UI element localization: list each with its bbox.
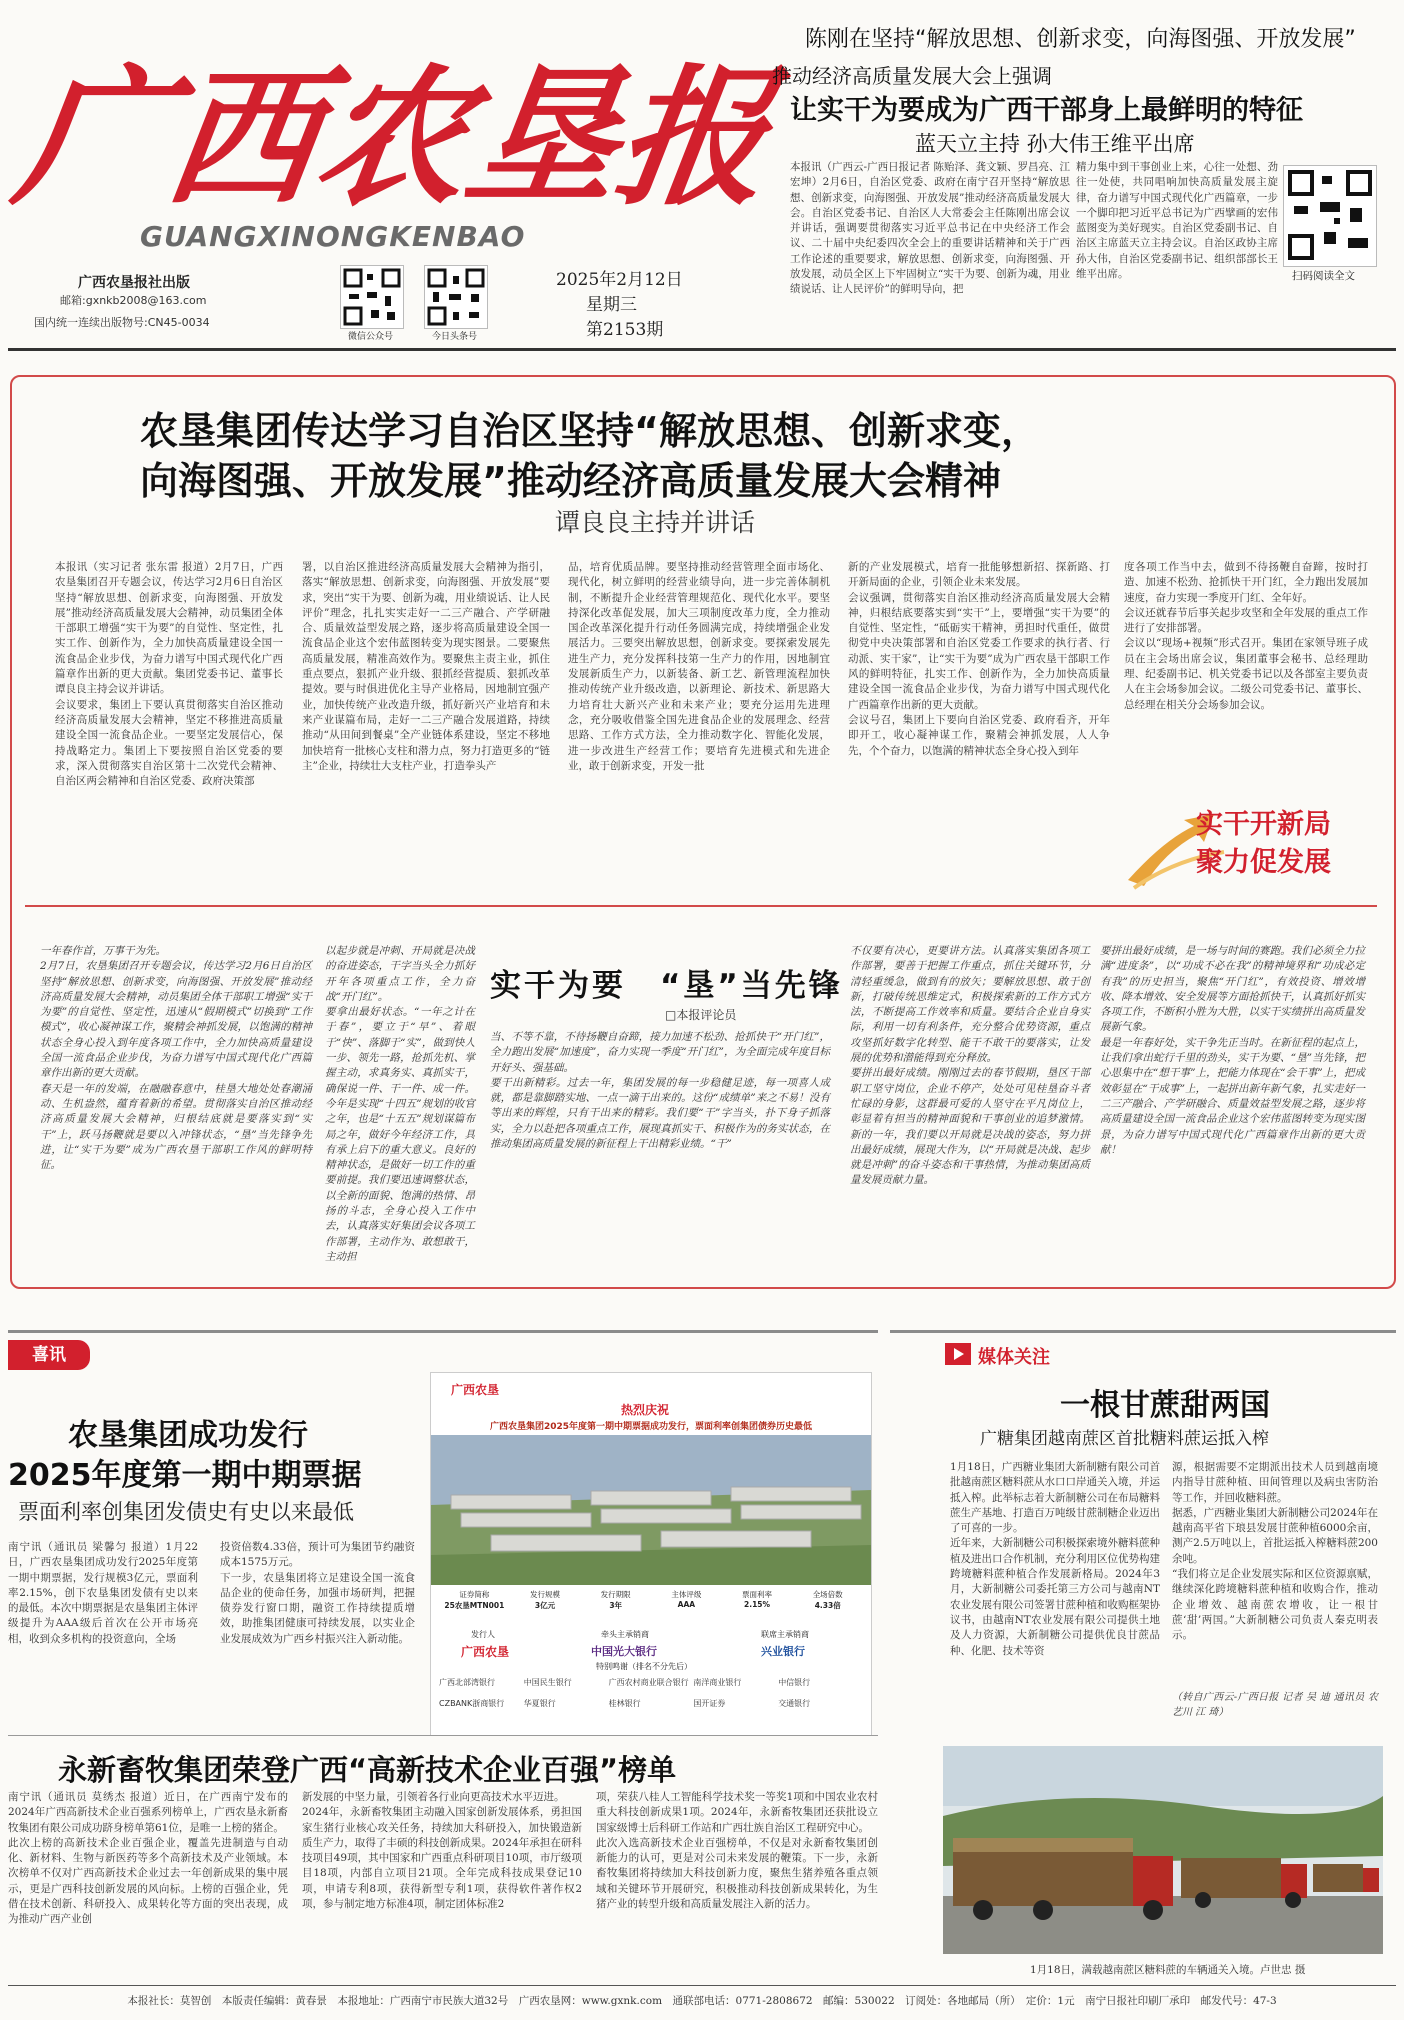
- xixun-headline-2[interactable]: 2025年度第一期中期票据: [8, 1458, 362, 1493]
- cn-number: 国内统一连续出版物号:CN45-0034: [34, 316, 210, 329]
- xixun-body-col1: 南宁讯（通讯员 梁馨匀 报道）1月22日，广西农垦集团成功发行2025年度第一期中期票据，发行规模3亿元，票面利率2.15%，创下农垦集团发债有史以来的最低。本次中期票据是农垦集团主体评级提升为AAA级后首次在公开市场亮相，收到众多机构的投资意向，全场: [8, 1541, 198, 1645]
- qr-code-icon: [1284, 166, 1376, 266]
- main-body-col4: 新的产业发展模式，培育一批能够想新招、探新路、打开新局面的企业，引领企业未来发展。 会议强调，贯彻落实自治区推动经济高质量发展大会精神，归根结底要落实到“实干”上，要增强“实干为要”的自觉性、坚定性，“砥砺实干精神，勇担时代重任，做贯彻党中央决策部署和自治区党委工作要求的执行者、行动派、实干家”，让“实干为要”成为广西农垦干部职工作风的鲜明特征，扎实工作、创新作为，全力加快高质量建设全国一流食品企业步伐，为奋力谱写中国式现代化广西篇章作出新的更大贡献。 会议号召，集团上下要向自治区党委、政府看齐，开年即开工，收心凝神谋工作，聚精会神抓发展，人人争先，个个奋力，以饱满的精神状态全身心投入到年: [848, 561, 1110, 757]
- poster-value: 3亿元: [534, 1601, 556, 1610]
- poster-col: [722, 1589, 793, 1623]
- xixun-subtitle: 票面利率创集团发债史有史以来最低: [18, 1500, 354, 1524]
- main-body-col1: 本报讯（实习记者 张东雷 报道）2月7日，广西农垦集团召开专题会议，传达学习2月6日自治区坚持“解放思想、创新求变，向海图强、开放发展”推动经济高质量发展大会精神，动员集团全体干部职工增强“实干为要”的自觉性、坚定性，扎实工作、创新作为，全力加快高质量建设全国一流食品企业步伐，为奋力谱写中国式现代化广西篇章作出新的更大贡献。集团党委书记、董事长谭良良主持会议并讲话。 会议要求，集团上下要认真贯彻落实自治区推动经济高质量发展大会精神，坚定不移推进高质量建设全国一流食品企业。一要坚定发展信心，保持战略定力。集团上下要按照自治区党委的要求，深入贯彻落实自治区第十二次党代会精神、自治区两会精神和自治区党委、政府决策部: [55, 561, 283, 788]
- qr-code-icon: [425, 266, 487, 328]
- commentary-col4: 不仅要有决心，更要讲方法。认真落实集团各项工作部署，要善于把握工作重点，抓住关键环节，分清轻重缓急，做到有的放矢；要解放思想、敢于创新，打破传统思维定式，积极探索新的工作方式方法，不断提高工作效率和质量。要结合企业自身实际，利用一切有利条件，充分整合优势资源，重点攻坚抓好数字化转型、能干不敢干的要落实，让发展的优势和潜能得到充分释放。 要拼出最好成绩。刚刚过去的春节假期，垦区干部职工坚守岗位，企业不停产，处处可见桂垦奋斗者忙碌的身影，这群最可爱的人坚守在平凡岗位上，彰显着有担当的精神面貌和干事创业的追梦激情。新的一年，我们要以开局就是决战的姿态，努力拼出最好成绩，展现大作为，以“开局就是决战、起步就是冲刺”的奋斗姿态和干事热情，为推动集团高质量发展贡献力量。: [850, 945, 1090, 1187]
- commentary-col2: 以起步就是冲刺、开局就是决战的奋进姿态，干字当头全力抓好开年各项重点工作，全力奋战“开门红”。 要拿出最好状态。“一年之计在于春”，要立于“早”、着眼于“快”、落脚于“实”，做到快人一步、领先一路，抢抓先机、掌握主动，求真务实、真抓实干，确保说一件、干一件、成一件。今年是实现“十四五”规划的收官之年，也是“十五五”规划谋篇布局之年，做好今年经济工作，具有承上启下的重大意义。良好的精神状态，是做好一切工作的重要前提。我们要迅速调整状态，以全新的面貌、饱满的热情、昂扬的斗志，全身心投入工作中去，认真落实好集团会议各项工作部署，主动作为、敢想敢干，主动担: [325, 945, 475, 1263]
- poster-value: 25农垦MTN001: [444, 1601, 505, 1610]
- lead-headline[interactable]: 让实干为要成为广西干部身上最鲜明的特征: [790, 95, 1303, 126]
- xinmu-headline[interactable]: 永新畜牧集团荣登广西“高新技术企业百强”榜单: [58, 1753, 677, 1787]
- media-tag: 媒体关注: [978, 1347, 1050, 1368]
- main-body-col3: 品，培育优质品牌。要坚持推动经营管理全面市场化、现代化，树立鲜明的经营业绩导向，进一步完善体制机制，不断提升企业经营管理规范化、现代化水平。要坚持深化改革促发展，加大三项制度改革力度，全力推动国企改革深化提升行动任务圆满完成，持续增强企业发展活力。三要突出解放思想，创新求变。要探索发展先进生产力，充分发挥科技第一生产力的作用，因地制宜发展新质生产力，以新装备、新工艺、新管理流程加快推动传统产业升级改造，以新理论、新技术、新思路大力培育壮大新兴产业和未来产业；要充分运用先进理念，充分吸收借鉴全国先进食品企业的发展理念、经营思路、工作方式方法，全力推动数字化、智能化发展，进一步改进生产经营工作；要培育先进模式和先进企业，敢于创新求变，开发一批: [568, 561, 830, 772]
- footer-info: 本报社长：莫智创 本版责任编辑：黄春景 本报地址：广西南宁市民族大道32号 广西农垦网：www.gxnk.com 通联部电话：0771-2808672 邮编：530022 订阅处：各地邮局（所） 定价：1元 南宁日报社印刷厂承印 邮发代号：47-3: [127, 1995, 1277, 2007]
- media-headline[interactable]: 一根甘蔗甜两国: [1060, 1388, 1270, 1423]
- qr-wechat-label: 微信公众号: [348, 332, 394, 342]
- qr-toutiao[interactable]: [424, 265, 488, 329]
- poster-joint-bank: 兴业银行: [761, 1645, 805, 1658]
- main-divider: [25, 905, 1377, 907]
- poster-bank: 中信银行: [778, 1678, 811, 1687]
- commentary-col5: 要拼出最好成绩，是一场与时间的赛跑。我们必须全力拉满“进度条”，以“功成不必在我”的精神境界和“功成必定有我”的历史担当，聚焦“开门红”，有效投资、增效增收、降本增效、安全发展等方面抢抓快干，认真抓好抓实各项工作，不断积小胜为大胜，以实干实绩拼出高质量发展新气象。 最是一年春好处，实干争先正当时。在新征程的起点上，让我们拿出蛇行千里的劲头，实干为要、“垦”当先锋，把心思集中在“想干事”上，把能力体现在“会干事”上，把成效彰显在“干成事”上，一起拼出新年新气象，扎实走好一二三产融合、产学研融合、质量效益型发展之路，逐步将高质量建设全国一流食品企业这个宏伟蓝图转变为现实图景，为奋力谱写中国式现代化广西篇章作出新的更大贡献！: [1100, 945, 1365, 1156]
- qr-code-icon: [341, 266, 403, 328]
- main-headline-2[interactable]: 向海图强、开放发展”推动经济高质量发展大会精神: [140, 459, 1001, 503]
- media-credit: （转自广西云-广西日报 记者 吴 迪 通讯员 农艺川 江 琦）: [1172, 1692, 1378, 1719]
- poster-bank: 交通银行: [778, 1699, 811, 1708]
- media-subtitle: 广糖集团越南蔗区首批糖料蔗运抵入榨: [980, 1429, 1269, 1449]
- poster-bank: 中国民生银行: [523, 1678, 572, 1687]
- poster-header: 主体评级: [671, 1590, 702, 1599]
- poster-lead-label: 牵头主承销商: [601, 1630, 649, 1639]
- lead-qr[interactable]: [1283, 165, 1377, 267]
- sugarcane-truck-photo: [943, 1746, 1383, 1954]
- bond-poster: [430, 1372, 872, 1736]
- media-body-col1: 1月18日，广西糖业集团大新制糖有限公司首批越南蔗区糖料蔗从水口口岸通关入境，并运抵入榨。此举标志着大新制糖公司在布局糖料蔗生产基地、打造百万吨级甘蔗制糖企业迈出了可喜的一步。 近年来，大新制糖公司积极探索境外糖料蔗种植及进出口合作机制，充分利用区位优势构建跨境糖料蔗种植合作发展新格局。2024年3月，大新制糖公司委托第三方公司与越南NT农业发展有限公司签署甘蔗种植和收购框架协议书，由越南NT农业发展有限公司提供土地及人力资源，大新制糖公司提供优良甘蔗品种、化肥、技术等资: [950, 1461, 1160, 1657]
- poster-farm-photo: [431, 1435, 871, 1585]
- poster-brand: 广西农垦: [451, 1383, 500, 1397]
- masthead-divider: [8, 348, 1396, 351]
- poster-col: [439, 1589, 510, 1623]
- poster-header: 全场倍数: [812, 1590, 843, 1599]
- media-body-col2: 源，根据需要不定期派出技术人员到越南境内指导甘蔗种植、田间管理以及病虫害防治等工作，并回收糖料蔗。 据悉，广西糖业集团大新制糖公司2024年在越南高平省下琅县发展甘蔗种植6000余亩，测产2.5万吨以上，首批运抵入榨糖料蔗200余吨。 “我们将立足企业发展实际和区位资源禀赋，继续深化跨境糖料蔗种植和收购合作，推动企业增效、越南蔗农增收，让一根甘蔗‘甜’两国。”大新制糖公司负责人秦克明表示。: [1172, 1461, 1378, 1642]
- poster-table: [439, 1589, 863, 1623]
- poster-bank: 南洋商业银行: [693, 1678, 742, 1687]
- poster-header: 票面利率: [742, 1590, 773, 1599]
- masthead-title-graphic: [6, 20, 781, 226]
- publisher: 广西农垦报社出版: [78, 275, 190, 291]
- poster-banks: [439, 1677, 863, 1709]
- main-subtitle: 谭良良主持并讲话: [555, 508, 756, 537]
- lead-kicker-2: 推动经济高质量发展大会上强调: [772, 64, 1052, 88]
- poster-banner: 热烈庆祝: [621, 1403, 670, 1417]
- poster-issuer: 广西农垦: [461, 1645, 510, 1659]
- commentary-byline: □本报评论员: [665, 1008, 737, 1022]
- issue-number: 第2153期: [586, 320, 664, 340]
- commentary-title[interactable]: 实干为要 “垦”当先锋: [490, 968, 843, 1004]
- poster-bank: 广西农村商业联合银行: [608, 1678, 689, 1687]
- lead-qr-label: 扫码阅读全文: [1292, 270, 1355, 282]
- issue-weekday: 星期三: [586, 295, 637, 315]
- xinmu-body-col2: 新发展的中坚力量，引领着各行业向更高技术水平迈进。 2024年，永新畜牧集团主动融入国家创新发展体系，勇担国家生猪行业核心攻关任务，持续加大科研投入，加快锻造新质生产力，取得了丰硕的科技创新成果。2024年承担在研科技项目49项，其中国家和广西重点科研项目10项，市厅级项目18项，内部自立项目21项。全年完成科技成果登记10项，申请专利8项，获得新型专利1项，获得软件著作权2项，参与制定地方标准4项，制定团体标准2: [302, 1791, 582, 1911]
- play-icon: [945, 1343, 971, 1365]
- poster-bank: 广西北部湾银行: [439, 1678, 495, 1687]
- poster-col: [510, 1589, 581, 1623]
- poster-bank: 桂林银行: [608, 1699, 641, 1708]
- poster-special-label: 特别鸣谢（排名不分先后）: [596, 1662, 692, 1671]
- poster-value: 2.15%: [744, 1600, 771, 1609]
- poster-issuer-label: 发行人: [471, 1630, 495, 1639]
- slogan-line-1: 实干开新局: [1196, 809, 1331, 840]
- main-body-col2: 署，以自治区推进经济高质量发展大会精神为指引，落实“解放思想、创新求变，向海图强、开放发展”要求，突出“实干为要、创新为魂，用业绩说话、让人民评价”理念，扎扎实实走好一二三产融合、产学研融合、质量效益型发展之路，逐步将高质量建设全国一流食品企业这个宏伟蓝图转变为现实图景。二要聚焦高质量发展，精准高效作为。要聚焦主责主业，抓住重点要点，狠抓产业升级、狠抓经营提质、狠抓改革提效。要与时俱进优化主导产业格局，因地制宜强产业，加快传统产业改造升级，抓好新兴产业培育和未来产业谋篇布局，走好一二三产融合发展道路，持续推动“从田间到餐桌”全产业链体系建设，坚定不移地加快培育一批核心支柱和潜力点，努力打造更多的“链主”企业，持续壮大支柱产业，打造拳头产: [302, 561, 550, 772]
- lead-subtitle: 蓝天立主持 孙大伟王维平出席: [915, 132, 1195, 156]
- main-headline-1[interactable]: 农垦集团传达学习自治区坚持“解放思想、创新求变，: [140, 409, 1039, 453]
- masthead-title-text: 广西农垦报: [6, 48, 781, 226]
- main-body-col5: 度各项工作当中去，做到不待扬鞭自奋蹄，按时打造、加速不松劲、抢抓快干开门红，全力跑出发展加速度，奋力实现一季度开门红、全年好。 会议还就春节后事关起步攻坚和全年发展的重点工作进行了安排部署。 会议以“现场+视频”形式召开。集团在家领导班子成员在主会场出席会议，集团董事会秘书、总经理助理、纪委副书记、机关党委书记以及各部室主要负责人在主会场参加会议。二级公司党委书记、董事长、总经理在相关分会场参加会议。: [1124, 561, 1368, 711]
- issue-date: 2025年2月12日: [556, 270, 683, 290]
- poster-bank: 华夏银行: [523, 1699, 556, 1708]
- poster-col: [651, 1589, 722, 1623]
- email: 邮箱:gxnkb2008@163.com: [60, 294, 207, 307]
- xinmu-body-col3: 项，荣获八桂人工智能科学技术奖一等奖1项和中国农业农村重大科技创新成果1项。2024年，永新畜牧集团还获批设立国家级博士后科研工作站和广西壮族自治区工程研究中心。 此次入选高新技术企业百强榜单，不仅是对永新畜牧集团创新能力的认可，更是对公司未来发展的鞭策。下一步，永新畜牧集团将持续加大科技创新力度，聚焦生猪养殖各重点领域和关键环节开展研究，积极推动科技创新成果转化，为生猪产业的转型升级和高质量发展注入新的活力。: [596, 1791, 878, 1911]
- poster-value: AAA: [677, 1600, 696, 1609]
- poster-value: 4.33倍: [814, 1601, 841, 1610]
- lead-kicker-1: 陈刚在坚持“解放思想、创新求变，向海图强、开放发展”: [805, 27, 1356, 52]
- xixun-topline: [8, 1330, 878, 1333]
- poster-bank: 国开证券: [693, 1699, 726, 1708]
- xinmu-topline: [8, 1735, 878, 1736]
- footer-rule: [8, 1985, 1396, 1986]
- slogan-badge: [1124, 800, 1368, 892]
- xixun-body-col2: 投资倍数4.33倍，预计可为集团节约融资成本1575万元。 下一步，农垦集团将立足建设全国一流食品企业的使命任务，加强市场研判，把握债券发行窗口期，融资工作持续提质增效，助推集团健康可持续发展，以实业企业发展成效为广西乡村振兴注入新动能。: [220, 1541, 415, 1645]
- poster-header: 发行规模: [530, 1590, 560, 1599]
- poster-lead-bank: 中国光大银行: [591, 1645, 657, 1658]
- masthead-pinyin: GUANGXINONGKENBAO: [140, 220, 526, 253]
- commentary-col3: 当、不等不靠，不待扬鞭自奋蹄，接力加速不松劲、抢抓快干“开门红”，全力跑出发展“加速度”，奋力实现一季度“开门红”，为全面完成年度目标开好头、强基础。 要干出新精彩。过去一年，集团发展的每一步稳健足迹，每一项喜人成就，都是靠脚踏实地、一点一滴干出来的。这份“成绩单”来之不易！没有等出来的辉煌，只有干出来的精彩。我们要“干”字当头，扑下身子抓落实，全力以赴把各项重点工作，展现真抓实干、积极作为的务实状态，在推动集团高质量发展的新征程上干出精彩业绩。“干”: [490, 1031, 830, 1151]
- poster-joint-label: 联席主承销商: [761, 1630, 809, 1639]
- lead-body-col2-top: 精力集中到干事创业上来，心往一处想、劲往一处使，共同唱响加快高质量发展主旋律，奋力谱写中国式现代化广西篇章，一步一个脚印把习近平总书记为广西擘画的宏伟蓝图变为美好现实。自治区党委副书记、自治区主席蓝天立主持会议。自治区政协主席孙大伟，自治区党委副书记、组织部部长王维平出席。: [1076, 161, 1278, 281]
- poster-header: 证券简称: [459, 1590, 490, 1599]
- poster-col: [580, 1589, 651, 1623]
- commentary-col1: 一年春作首，万事干为先。 2月7日，农垦集团召开专题会议，传达学习2月6日自治区坚持“解放思想、创新求变，向海图强、开放发展”推动经济高质量发展大会精神，动员集团全体干部职工增强“实干为要”的自觉性、坚定性，迅速从“假期模式”切换到“工作模式”，收心凝神谋工作，聚精会神抓发展，以饱满的精神状态全身心投入到年度各项工作中，全力加快高质量建设全国一流食品企业步伐，为奋力谱写中国式现代化广西篇章作出新的更大贡献。 春天是一年的发端，在融融春意中，桂垦大地处处春潮涌动、生机盎然，蕴育着新的希望。贯彻落实自治区推动经济高质量发展大会精神，归根结底就是要落实到“实干”上，跃马扬鞭就是要以入冲锋状态，“垦”当先锋争先进，让“实干为要”成为广西农垦干部职工作风的鲜明特征。: [40, 945, 312, 1172]
- xixun-tag: 喜讯: [8, 1340, 90, 1370]
- media-topline: [890, 1330, 1396, 1333]
- poster-col: [792, 1589, 863, 1623]
- photo-caption: 1月18日，满载越南蔗区糖料蔗的车辆通关入境。卢世忠 摄: [1030, 1964, 1306, 1976]
- poster-bank: CZBANK浙商银行: [439, 1699, 505, 1708]
- poster-header: 发行期限: [600, 1590, 631, 1599]
- lead-body-col1: 本报讯（广西云-广西日报记者 陈贻泽、龚文颖、罗昌亮、江宏坤）2月6日，自治区党委、政府在南宁召开坚持“解放思想、创新求变，向海图强、开放发展”推动经济高质量发展大会。自治区党委书记、自治区人大常委会主任陈刚出席会议并讲话，强调要贯彻落实习近平总书记在中央经济工作会议、二十届中央纪委四次全会上的重要讲话精神和关于广西工作论述的重要要求，解放思想、创新求变，向海图强、开放发展，动员全区上下牢固树立“实干为要、创新为魂，用业绩说话、让人民评价”的鲜明导向，把: [790, 161, 1070, 296]
- poster-value: 3年: [609, 1601, 623, 1610]
- xixun-headline-1[interactable]: 农垦集团成功发行: [68, 1418, 308, 1453]
- qr-toutiao-label: 今日头条号: [432, 332, 478, 342]
- xinmu-body-col1: 南宁讯（通讯员 莫绣杰 报道）近日，在广西南宁发布的2024年广西高新技术企业百强系列榜单上，广西农垦永新畜牧集团有限公司成功跻身榜单第61位，是唯一上榜的猪企。 此次上榜的高新技术企业百强企业，覆盖先进制造与自动化、新材料、生物与新医药等多个高新技术及产业领域。本次榜单不仅对广西高新技术企业过去一年创新成果的集中展示，更是广西科技创新发展的风向标。上榜的百强企业，凭借在技术创新、科研投入、成果转化等方面的突出表现，成为推动广西产业创: [8, 1791, 288, 1926]
- qr-wechat[interactable]: [340, 265, 404, 329]
- poster-banner-2: 广西农垦集团2025年度第一期中期票据成功发行，票面利率创集团债券历史最低: [489, 1422, 813, 1432]
- slogan-line-2: 聚力促发展: [1196, 847, 1331, 878]
